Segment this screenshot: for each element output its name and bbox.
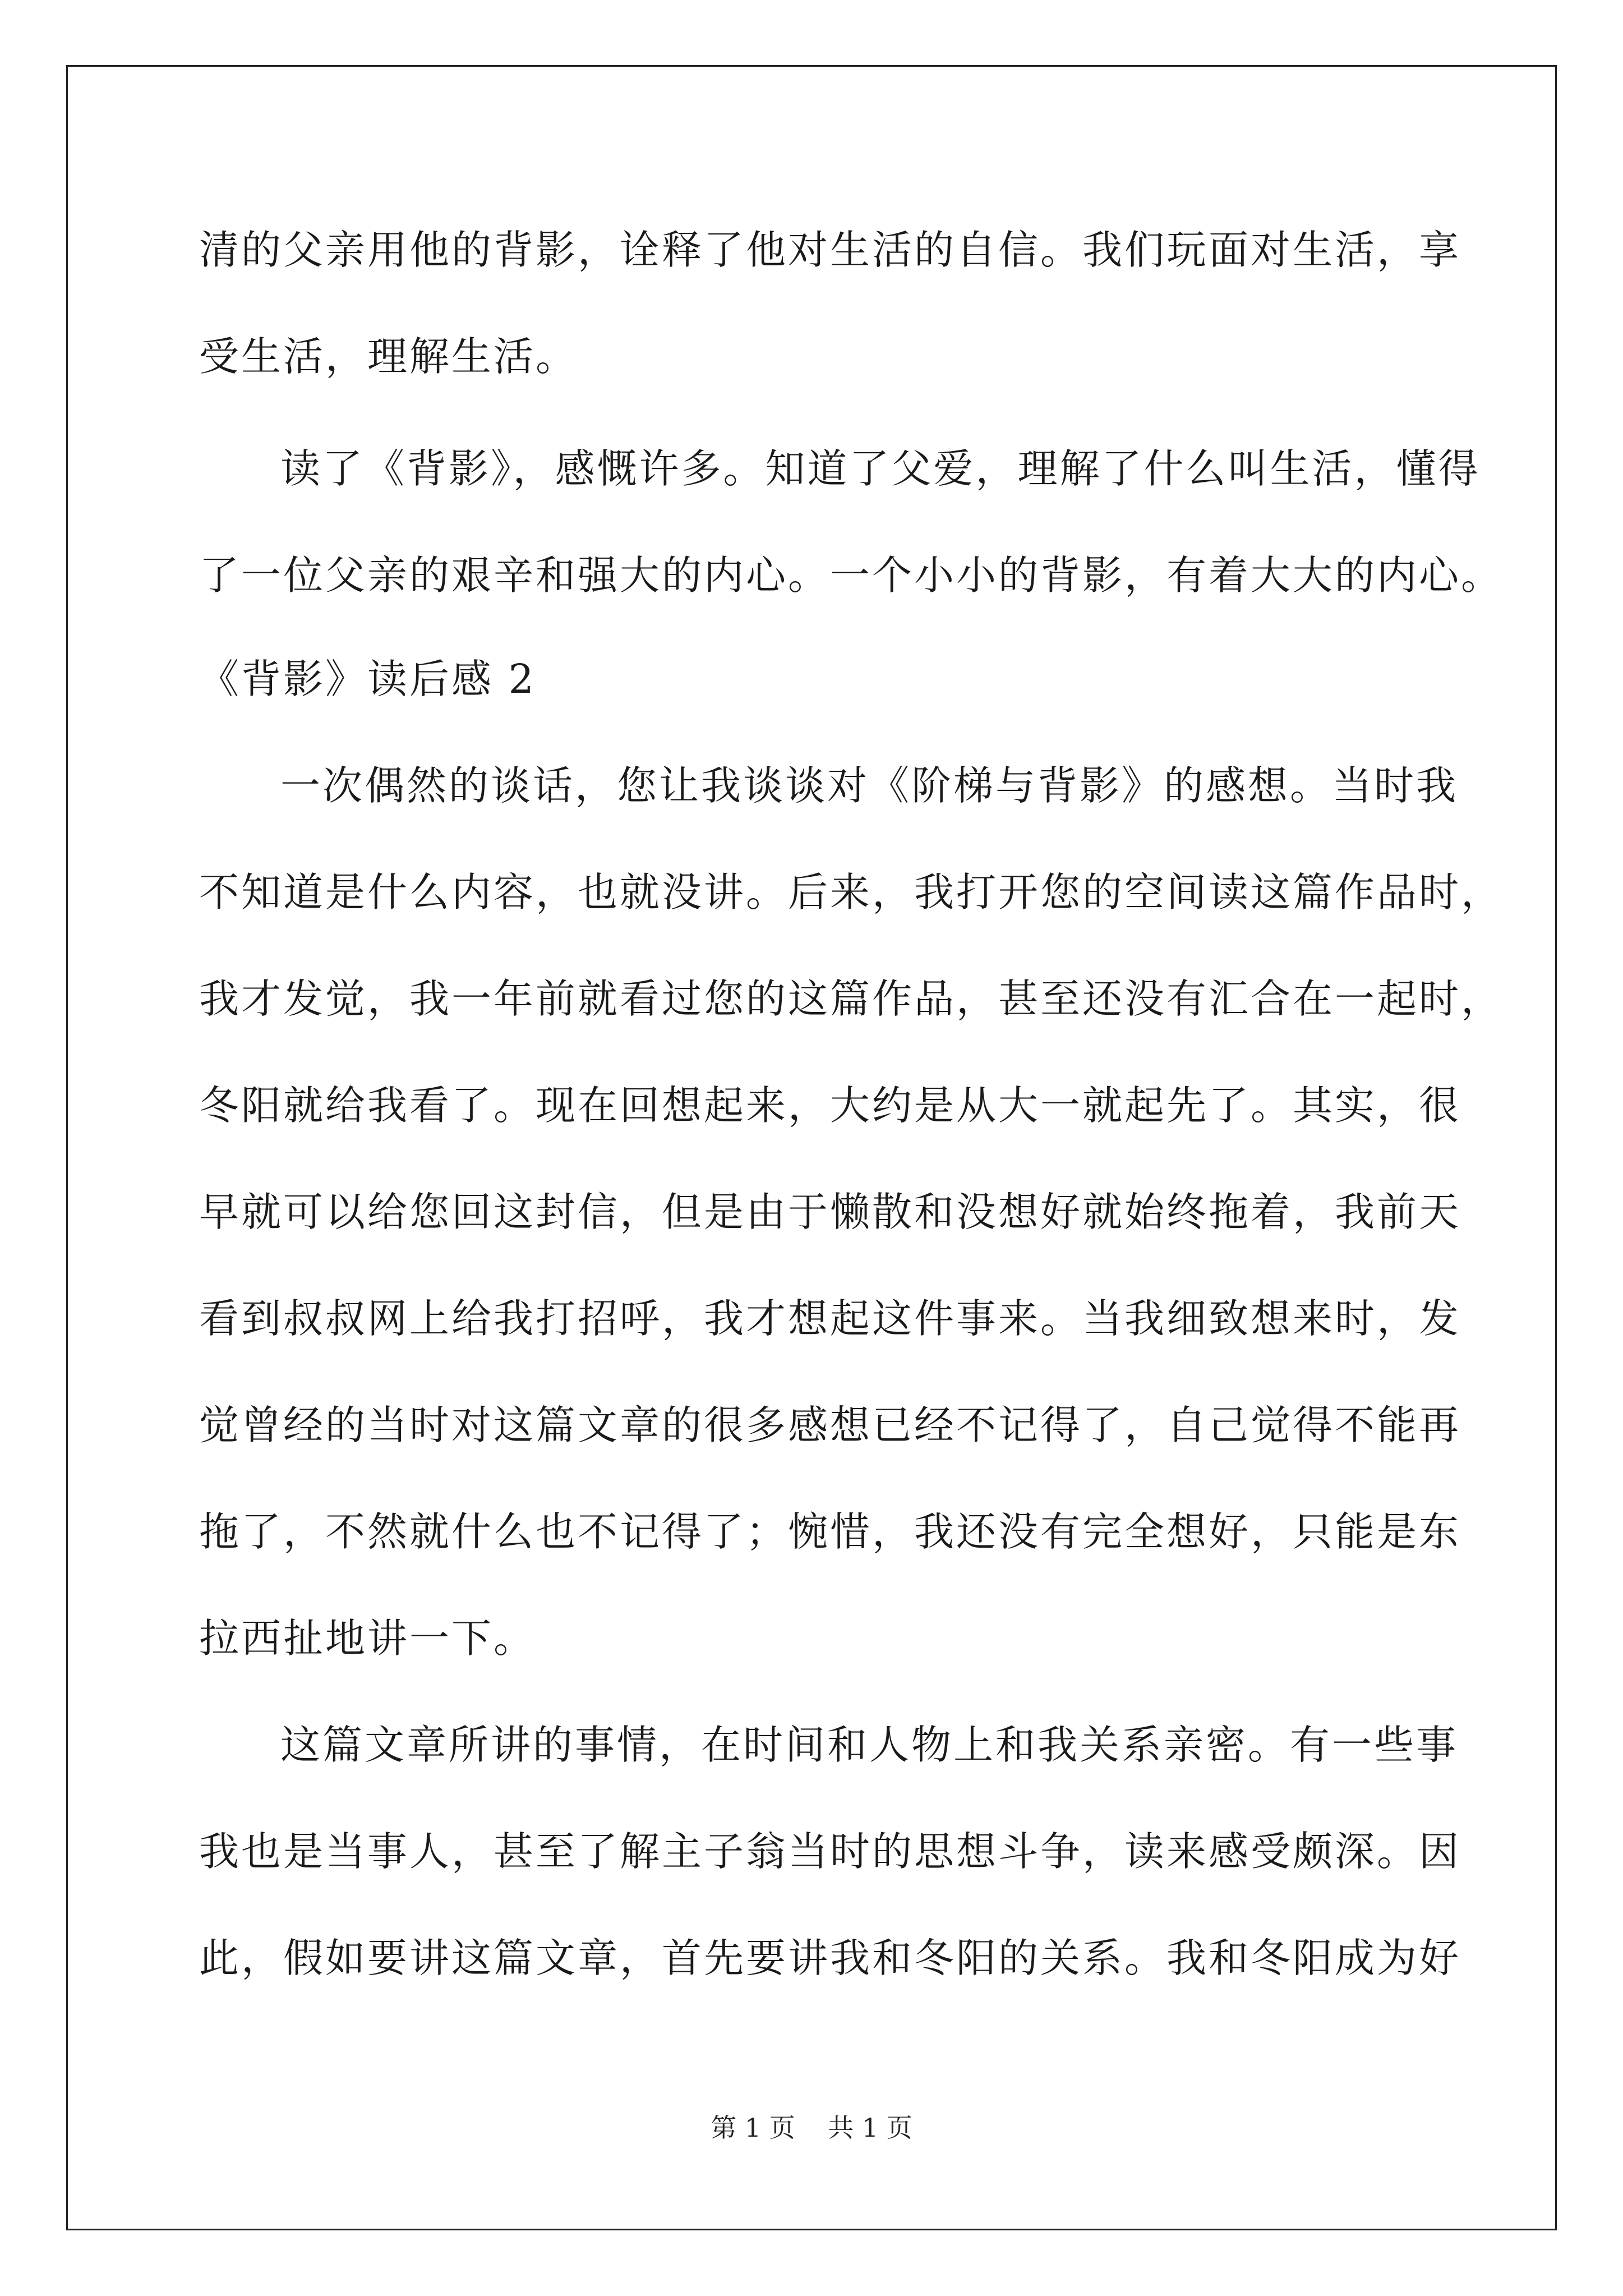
- text-line: 我才发觉，我一年前就看过您的这篇作品，甚至还没有汇合在一起时，: [199, 976, 1504, 1022]
- paragraph-start-line: 这篇文章所讲的事情，在时间和人物上和我关系亲密。有一些事: [280, 1722, 1459, 1768]
- section-heading: 《背影》读后感 2: [199, 656, 536, 702]
- text-line: 我也是当事人，甚至了解主子翁当时的思想斗争，读来感受颇深。因: [199, 1828, 1461, 1875]
- page-border: [66, 65, 1557, 2230]
- text-line: 受生活，理解生活。: [199, 333, 578, 380]
- paragraph-start-line: 读了《背影》，感慨许多。知道了父爱，理解了什么叫生活，懂得: [280, 445, 1481, 492]
- text-line: 觉曾经的当时对这篇文章的很多感想已经不记得了，自己觉得不能再: [199, 1402, 1461, 1448]
- text-line: 看到叔叔网上给我打招呼，我才想起这件事来。当我细致想来时，发: [199, 1295, 1461, 1342]
- text-line: 拉西扯地讲一下。: [199, 1615, 536, 1662]
- text-line: 冬阳就给我看了。现在回想起来，大约是从大一就起先了。其实，很: [199, 1082, 1461, 1129]
- text-line: 不知道是什么内容，也就没讲。后来，我打开您的空间读这篇作品时，: [199, 869, 1504, 915]
- text-line: 此，假如要讲这篇文章，首先要讲我和冬阳的关系。我和冬阳成为好: [199, 1935, 1461, 1981]
- text-line: 早就可以给您回这封信，但是由于懒散和没想好就始终拖着，我前天: [199, 1189, 1461, 1235]
- text-line: 了一位父亲的艰辛和强大的内心。一个小小的背影，有着大大的内心。: [199, 552, 1504, 599]
- page-number-footer: 第 1 页 共 1 页: [711, 2113, 912, 2143]
- text-line: 拖了，不然就什么也不记得了；惋惜，我还没有完全想好，只能是东: [199, 1508, 1461, 1555]
- paragraph-start-line: 一次偶然的谈话，您让我谈谈对《阶梯与背影》的感想。当时我: [280, 762, 1459, 809]
- text-line: 清的父亲用他的背影，诠释了他对生活的自信。我们玩面对生活，享: [199, 227, 1461, 273]
